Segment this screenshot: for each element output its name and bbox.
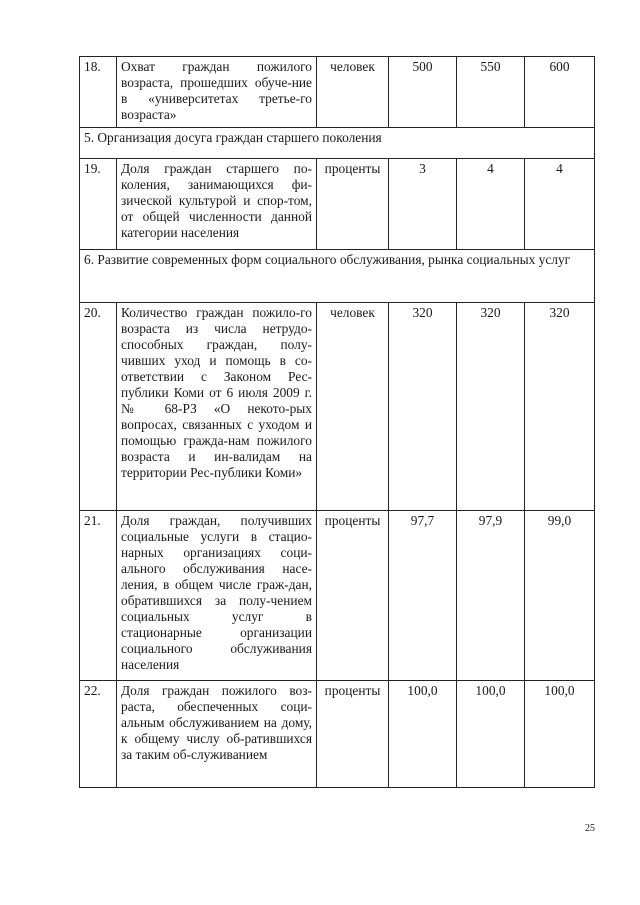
value-cell-1: 500: [389, 57, 457, 128]
unit-cell: проценты: [317, 159, 389, 250]
indicator-description: Количество граждан пожило-го возраста из числа нетрудо-способных граждан, полу-чивших уход и помощь в со-ответствии с Законом Рес-публики Коми от 6 июля 2009 г. № 68-РЗ «О некото-рых вопросах, связанных с уходом и помощью гражда-нам пожилого возраста и ин-валидам на территории Рес-публики Коми»: [117, 303, 317, 511]
section-heading: 5. Организация досуга граждан старшего поколения: [80, 128, 595, 159]
value-cell-3: 320: [525, 303, 595, 511]
value-cell-2: 550: [457, 57, 525, 128]
table-row: [80, 303, 595, 511]
table-row: [80, 681, 595, 788]
value-cell-1: 97,7: [389, 511, 457, 681]
section-heading: 6. Развитие современных форм социального обслуживания, рынка социальных услуг: [80, 250, 595, 303]
row-number: 21.: [80, 511, 117, 681]
value-cell-2: 97,9: [457, 511, 525, 681]
section-row: [80, 128, 595, 159]
indicators-table: [79, 56, 595, 788]
section-row: [80, 250, 595, 303]
value-cell-1: 3: [389, 159, 457, 250]
value-cell-2: 100,0: [457, 681, 525, 788]
page-number: 25: [585, 823, 595, 834]
unit-cell: проценты: [317, 511, 389, 681]
unit-cell: проценты: [317, 681, 389, 788]
indicator-description: Охват граждан пожилого возраста, прошедших обуче-ние в «университетах третье-го возраста»: [117, 57, 317, 128]
value-cell-3: 4: [525, 159, 595, 250]
row-number: 18.: [80, 57, 117, 128]
value-cell-2: 320: [457, 303, 525, 511]
table-row: [80, 159, 595, 250]
value-cell-3: 99,0: [525, 511, 595, 681]
value-cell-3: 600: [525, 57, 595, 128]
row-number: 20.: [80, 303, 117, 511]
unit-cell: человек: [317, 57, 389, 128]
value-cell-1: 320: [389, 303, 457, 511]
value-cell-2: 4: [457, 159, 525, 250]
table-row: [80, 57, 595, 128]
indicator-description: Доля граждан, получивших социальные услуги в стацио-нарных организациях соци-ального обслуживания насе-ления, в общем числе граж-дан, обратившихся за полу-чением социальных услуг в стационарные организации социального обслуживания населения: [117, 511, 317, 681]
row-number: 19.: [80, 159, 117, 250]
indicator-description: Доля граждан старшего по-коления, занимающихся фи-зической культурой и спор-том, от общей численности данной категории населения: [117, 159, 317, 250]
value-cell-3: 100,0: [525, 681, 595, 788]
table-row: [80, 511, 595, 681]
indicator-description: Доля граждан пожилого воз-раста, обеспеченных соци-альным обслуживанием на дому, к общему числу об-ратившихся за таким об-служиванием: [117, 681, 317, 788]
unit-cell: человек: [317, 303, 389, 511]
row-number: 22.: [80, 681, 117, 788]
value-cell-1: 100,0: [389, 681, 457, 788]
